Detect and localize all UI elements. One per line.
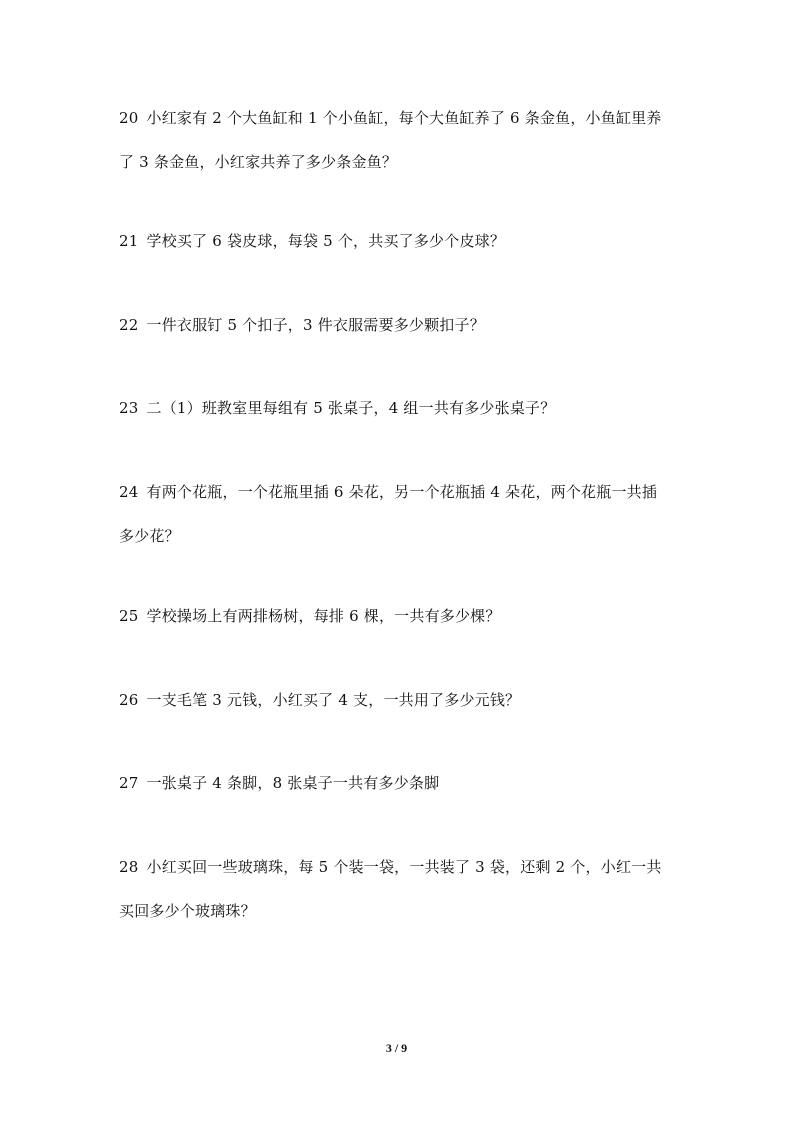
question-text: 一支毛笔 3 元钱，小红买了 4 支，一共用了多少元钱？ xyxy=(146,691,521,709)
question-28-line-2 xyxy=(119,901,689,921)
question-24-line-1 xyxy=(119,482,689,502)
question-text: 学校买了 6 袋皮球，每袋 5 个，共买了多少个皮球？ xyxy=(146,232,506,250)
question-number: 23 xyxy=(119,399,139,417)
question-22 xyxy=(119,315,689,335)
question-number: 22 xyxy=(119,316,139,334)
question-25 xyxy=(119,606,689,626)
question-number: 27 xyxy=(119,774,139,792)
question-28-line-1 xyxy=(119,857,689,877)
question-text: 小红家有 2 个大鱼缸和 1 个小鱼缸，每个大鱼缸养了 6 条金鱼，小鱼缸里养 xyxy=(146,109,662,127)
page-number: 3 / 9 xyxy=(385,1041,408,1055)
question-text: 多少花？ xyxy=(119,527,180,545)
question-number: 28 xyxy=(119,858,139,876)
question-number: 25 xyxy=(119,607,139,625)
question-21 xyxy=(119,231,689,251)
question-20-line-2 xyxy=(119,152,689,172)
question-text: 小红买回一些玻璃珠，每 5 个装一袋，一共装了 3 袋，还剩 2 个，小红一共 xyxy=(146,858,662,876)
question-text: 有两个花瓶，一个花瓶里插 6 朵花，另一个花瓶插 4 朵花，两个花瓶一共插 xyxy=(146,483,658,501)
question-24-line-2 xyxy=(119,526,689,546)
question-number: 24 xyxy=(119,483,139,501)
question-23 xyxy=(119,398,689,418)
question-26 xyxy=(119,690,689,710)
question-text: 二（1）班教室里每组有 5 张桌子，4 组一共有多少张桌子？ xyxy=(146,399,556,417)
question-text: 一张桌子 4 条脚，8 张桌子一共有多少条脚 xyxy=(146,774,440,792)
question-number: 20 xyxy=(119,109,139,127)
question-number: 21 xyxy=(119,232,139,250)
question-20-line-1 xyxy=(119,108,689,128)
question-text: 一件衣服钉 5 个扣子，3 件衣服需要多少颗扣子？ xyxy=(146,316,485,334)
question-text: 学校操场上有两排杨树，每排 6 棵，一共有多少棵？ xyxy=(146,607,501,625)
question-text: 了 3 条金鱼，小红家共养了多少条金鱼？ xyxy=(119,153,398,171)
question-27 xyxy=(119,773,689,793)
question-number: 26 xyxy=(119,691,139,709)
question-text: 买回多少个玻璃珠？ xyxy=(119,902,256,920)
